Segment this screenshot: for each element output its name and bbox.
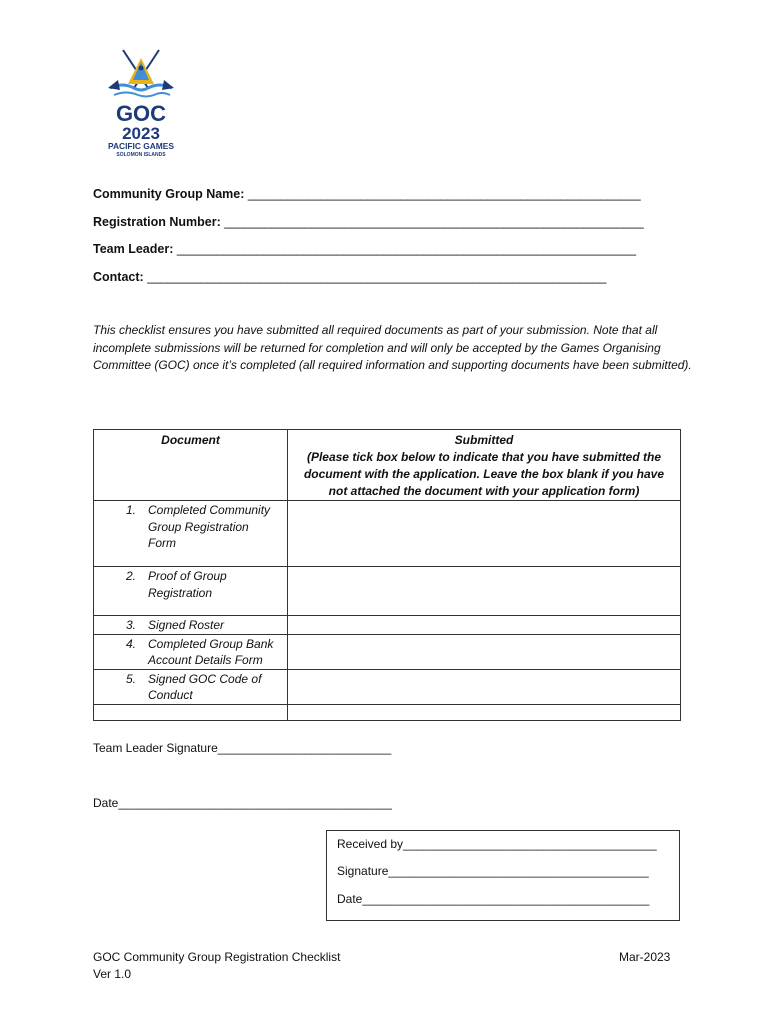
table-row (94, 567, 681, 616)
table-row-empty (94, 704, 681, 720)
document-cell-empty (94, 704, 288, 720)
date-line[interactable]: Date_________________________________________ (93, 796, 392, 810)
logo-line1: PACIFIC GAMES (108, 141, 174, 151)
footer-date: Mar-2023 (619, 950, 671, 964)
document-checklist-table (93, 429, 681, 721)
document-cell (94, 616, 288, 635)
table-row (94, 669, 681, 704)
community-group-name-field[interactable] (93, 187, 640, 201)
team-leader-signature-line[interactable]: Team Leader Signature__________________________ (93, 741, 392, 755)
item-number: 2. (125, 569, 136, 583)
submitted-checkbox-cell[interactable] (288, 704, 681, 720)
field-label: Community Group Name: (93, 187, 245, 201)
submitted-checkbox-cell[interactable] (288, 634, 681, 669)
document-column-header (94, 430, 288, 501)
field-line[interactable]: _____________________________________________________________________ (176, 242, 636, 256)
field-line[interactable]: _______________________________________________________________ (224, 215, 644, 229)
document-header-label: Document (161, 433, 220, 447)
item-number: 5. (125, 671, 136, 686)
logo-line2: SOLOMON ISLANDS (116, 152, 166, 158)
goc-2023-logo (100, 44, 182, 160)
item-text: Completed Group Bank Account Details Form (148, 636, 274, 667)
registration-number-field[interactable] (93, 215, 643, 229)
field-label: Registration Number: (93, 215, 221, 229)
submitted-instructions: (Please tick box below to indicate that you have submitted the document with the application. Leave the box blank if you have not attached the document with your application form) (303, 450, 665, 498)
footer-version: Ver 1.0 (93, 967, 132, 981)
item-number: 1. (125, 503, 136, 517)
document-cell (94, 669, 288, 704)
document-cell (94, 634, 288, 669)
logo-brand: GOC (115, 101, 167, 126)
logo-year: 2023 (122, 124, 160, 143)
received-date-line[interactable]: Date___________________________________________ (337, 892, 650, 906)
item-text: Signed Roster (148, 618, 225, 632)
contact-field[interactable] (93, 270, 606, 284)
field-label: Team Leader: (93, 242, 174, 256)
received-by-line[interactable]: Received by______________________________________ (337, 837, 657, 851)
submitted-checkbox-cell[interactable] (288, 567, 681, 616)
field-line[interactable]: ___________________________________________________________ (247, 187, 641, 201)
table-header-row (94, 430, 681, 501)
submitted-checkbox-cell[interactable] (288, 501, 681, 567)
office-use-received-box (326, 830, 680, 921)
submitted-header-label: Submitted (454, 433, 514, 447)
item-number: 4. (125, 636, 136, 651)
field-label: Contact: (93, 270, 144, 284)
table-row (94, 634, 681, 669)
submitted-column-header (288, 430, 681, 501)
field-line[interactable]: _____________________________________________________________________ (147, 270, 607, 284)
document-cell (94, 501, 288, 567)
received-signature-line[interactable]: Signature_______________________________________ (337, 864, 649, 878)
submitted-checkbox-cell[interactable] (288, 669, 681, 704)
item-text: Signed GOC Code of Conduct (148, 671, 262, 702)
footer-title: GOC Community Group Registration Checklist (93, 950, 341, 964)
team-leader-field[interactable] (93, 242, 636, 256)
item-text: Completed Community Group Registration Form (148, 503, 271, 550)
item-text: Proof of Group Registration (148, 569, 227, 600)
table-row (94, 616, 681, 635)
emblem-icon (108, 50, 174, 97)
document-cell (94, 567, 288, 616)
table-row (94, 501, 681, 567)
item-number: 3. (125, 618, 136, 632)
intro-paragraph: This checklist ensures you have submitted all required documents as part of your submission. Note that all incomplete submissions will be returned for completion and will only be accepted by the Games Organising Committee (GOC) once it’s completed (all required information and supporting documents have been submitted). (93, 323, 692, 372)
submitted-checkbox-cell[interactable] (288, 616, 681, 635)
